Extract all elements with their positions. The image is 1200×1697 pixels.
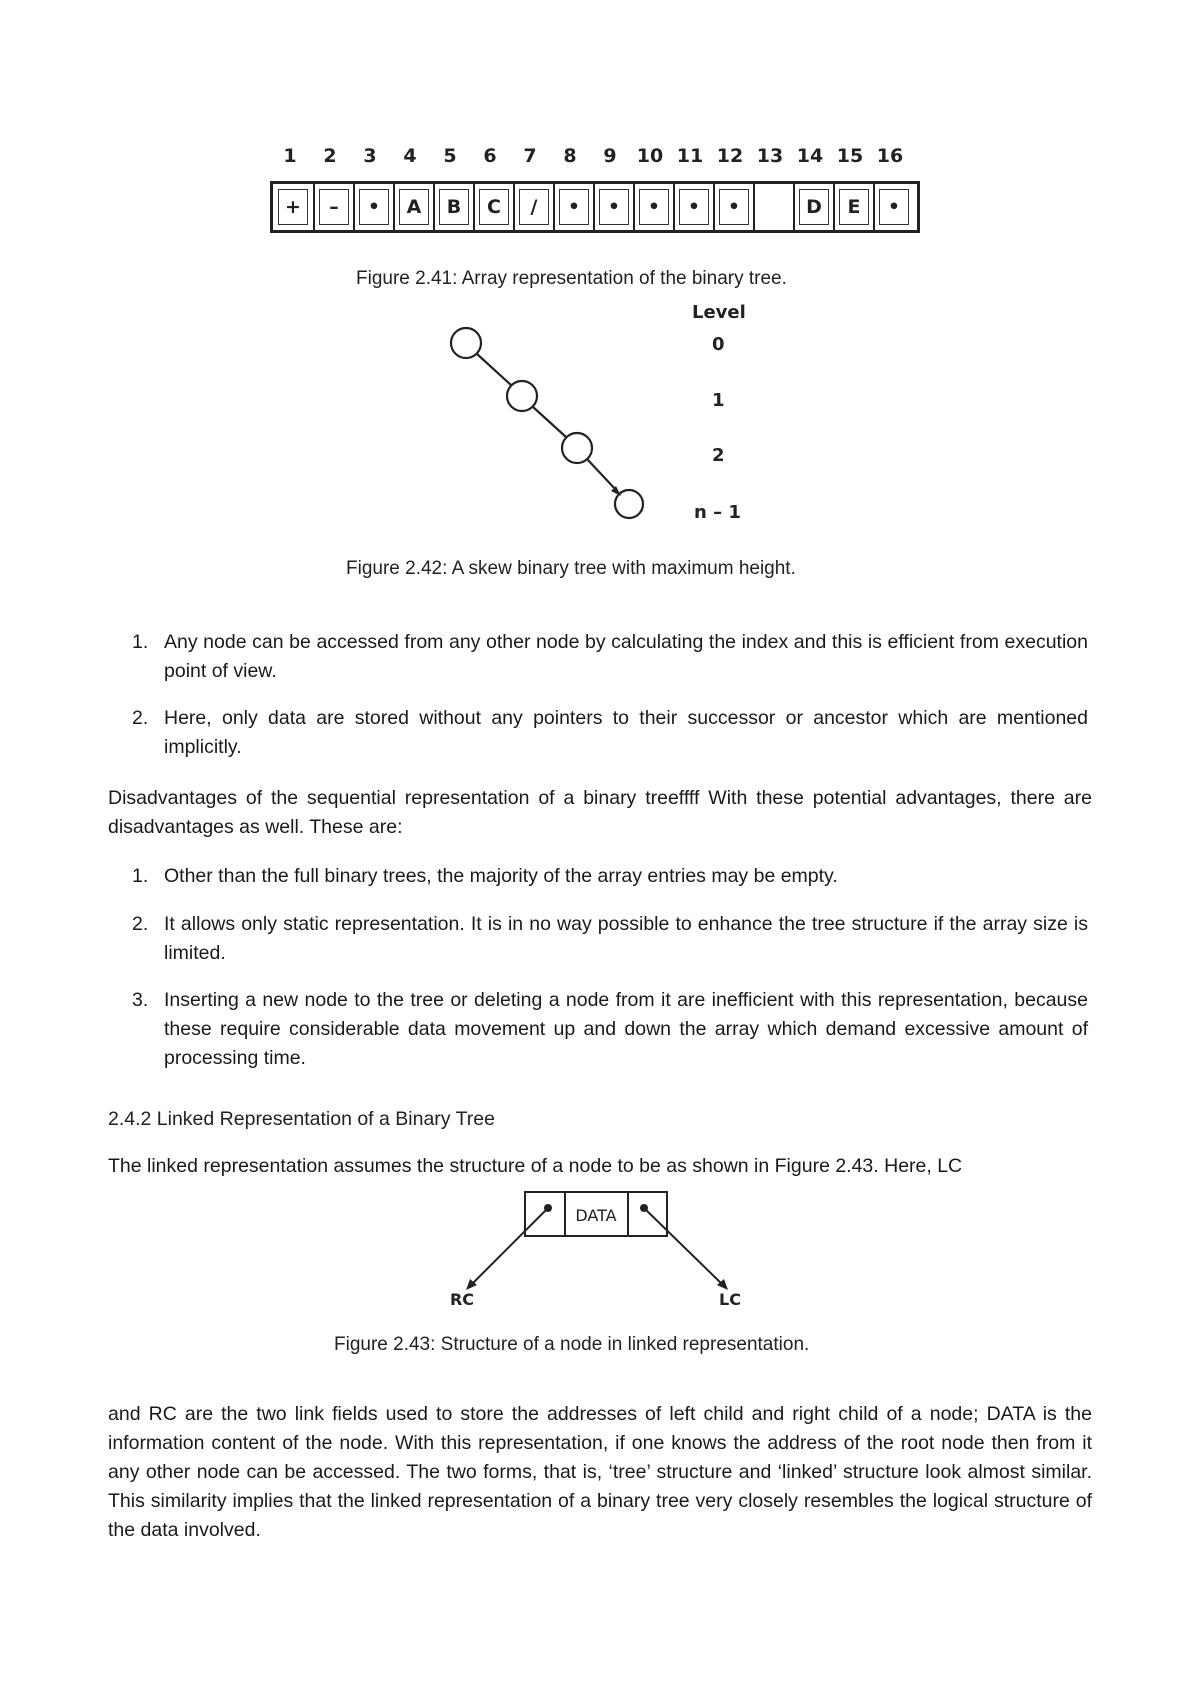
array-index: 13 [756,145,784,167]
list-item [132,862,1088,891]
level-label: 0 [712,334,725,355]
array-cell [833,184,873,230]
array-cell-value [759,189,789,225]
array-cell [273,184,313,230]
left-child-label: RC [449,1290,475,1309]
array-index: 2 [323,145,337,167]
array-cell-value: • [359,189,389,225]
right-link-line [644,1208,724,1286]
array-index: 4 [403,145,417,167]
list-item-text: It allows only static representation. It is in no way possible to enhance the tree structure if the array size is limited. [164,913,1088,964]
array-index: 9 [603,145,617,167]
level-label: 1 [712,390,725,411]
array-cell [673,184,713,230]
left-link-line [470,1208,548,1286]
array-cells-row [270,181,920,233]
list-item-text: Here, only data are stored without any pointers to their successor or ancestor which are mentioned implicitly. [164,707,1088,758]
linked-intro: The linked representation assumes the structure of a node to be as shown in Figure 2.43. Here, LC [108,1155,963,1177]
closing-paragraph: and RC are the two link fields used to store the addresses of left child and right child of a node; DATA is the information content of the node. With this representation, if one knows the address of the root node then from it any other node can be accessed. The two forms, that is, ‘tree’ structure and ‘linked’ structure look almost similar. This similarity implies that the linked representation of a binary tree very closely resembles the logical structure of the data involved. [108,1403,1092,1541]
list-item-text: Any node can be accessed from any other node by calculating the index and this is efficient from execution point of view. [164,631,1088,682]
figure-2-42-caption: Figure 2.42: A skew binary tree with maximum height. [346,558,796,579]
array-index: 12 [716,145,744,167]
array-cell-value: – [319,189,349,225]
disadvantages-intro: Disadvantages of the sequential representation of a binary treeffff With these potential advantages, there are disadvantages as well. These are: [108,787,1092,838]
array-cell-value: • [679,189,709,225]
list-item [132,628,1088,686]
list-number: 1. [132,631,149,653]
array-cell [353,184,393,230]
pointer-dot-icon [544,1204,552,1212]
figure-2-43-caption: Figure 2.43: Structure of a node in linked representation. [334,1334,810,1355]
array-cell-value: • [559,189,589,225]
array-cell [593,184,633,230]
array-cell-value: A [399,189,429,225]
array-cell-value: B [439,189,469,225]
array-cell [433,184,473,230]
tree-node-circle [562,433,592,463]
node-data-label: DATA [575,1206,617,1225]
array-cell-value: E [839,189,869,225]
array-index: 14 [796,145,824,167]
array-cell [393,184,433,230]
array-cell [793,184,833,230]
array-cell-value: + [278,189,308,225]
array-index: 10 [636,145,664,167]
section-heading: 2.4.2 Linked Representation of a Binary Tree [108,1108,495,1130]
tree-edge [533,407,566,437]
list-number: 2. [132,707,149,729]
tree-edge [477,354,511,385]
skew-tree-diagram [440,318,660,528]
level-header: Level [692,302,746,323]
array-cell [513,184,553,230]
array-cell-value: • [639,189,669,225]
list-item-text: Other than the full binary trees, the majority of the array entries may be empty. [164,865,838,887]
tree-node-circle [451,328,481,358]
array-cell-value: C [479,189,509,225]
node-structure-diagram [440,1190,760,1310]
array-cell [873,184,913,230]
array-cell [313,184,353,230]
array-index: 15 [836,145,864,167]
array-index: 11 [676,145,704,167]
tree-edge-arrow [587,459,617,491]
level-label: 2 [712,445,725,466]
level-label: n – 1 [694,502,741,523]
figure-2-41-caption: Figure 2.41: Array representation of the binary tree. [356,268,787,289]
list-item [132,910,1088,968]
array-cell [713,184,753,230]
array-cell [553,184,593,230]
list-number: 2. [132,913,149,935]
list-item [132,704,1088,762]
array-index: 5 [443,145,457,167]
array-index: 1 [283,145,297,167]
tree-node-circle [507,381,537,411]
array-index: 16 [876,145,904,167]
array-index: 6 [483,145,497,167]
array-cell [753,184,793,230]
array-cell [473,184,513,230]
list-item-text: Inserting a new node to the tree or deleting a node from it are inefficient with this representation, because these require considerable data movement up and down the array which demand excessive amount of processing time. [164,989,1088,1069]
array-cell-value: • [599,189,629,225]
array-cell-value: • [719,189,749,225]
array-cell-value: / [519,189,549,225]
array-index: 7 [523,145,537,167]
array-index: 8 [563,145,577,167]
array-cell-value: • [879,189,909,225]
pointer-dot-icon [640,1204,648,1212]
list-item [132,986,1088,1073]
array-index-row [270,145,920,169]
array-cell [633,184,673,230]
list-number: 1. [132,865,149,887]
right-child-label: LC [719,1290,741,1309]
array-cell-value: D [799,189,829,225]
array-index: 3 [363,145,377,167]
list-number: 3. [132,989,149,1011]
